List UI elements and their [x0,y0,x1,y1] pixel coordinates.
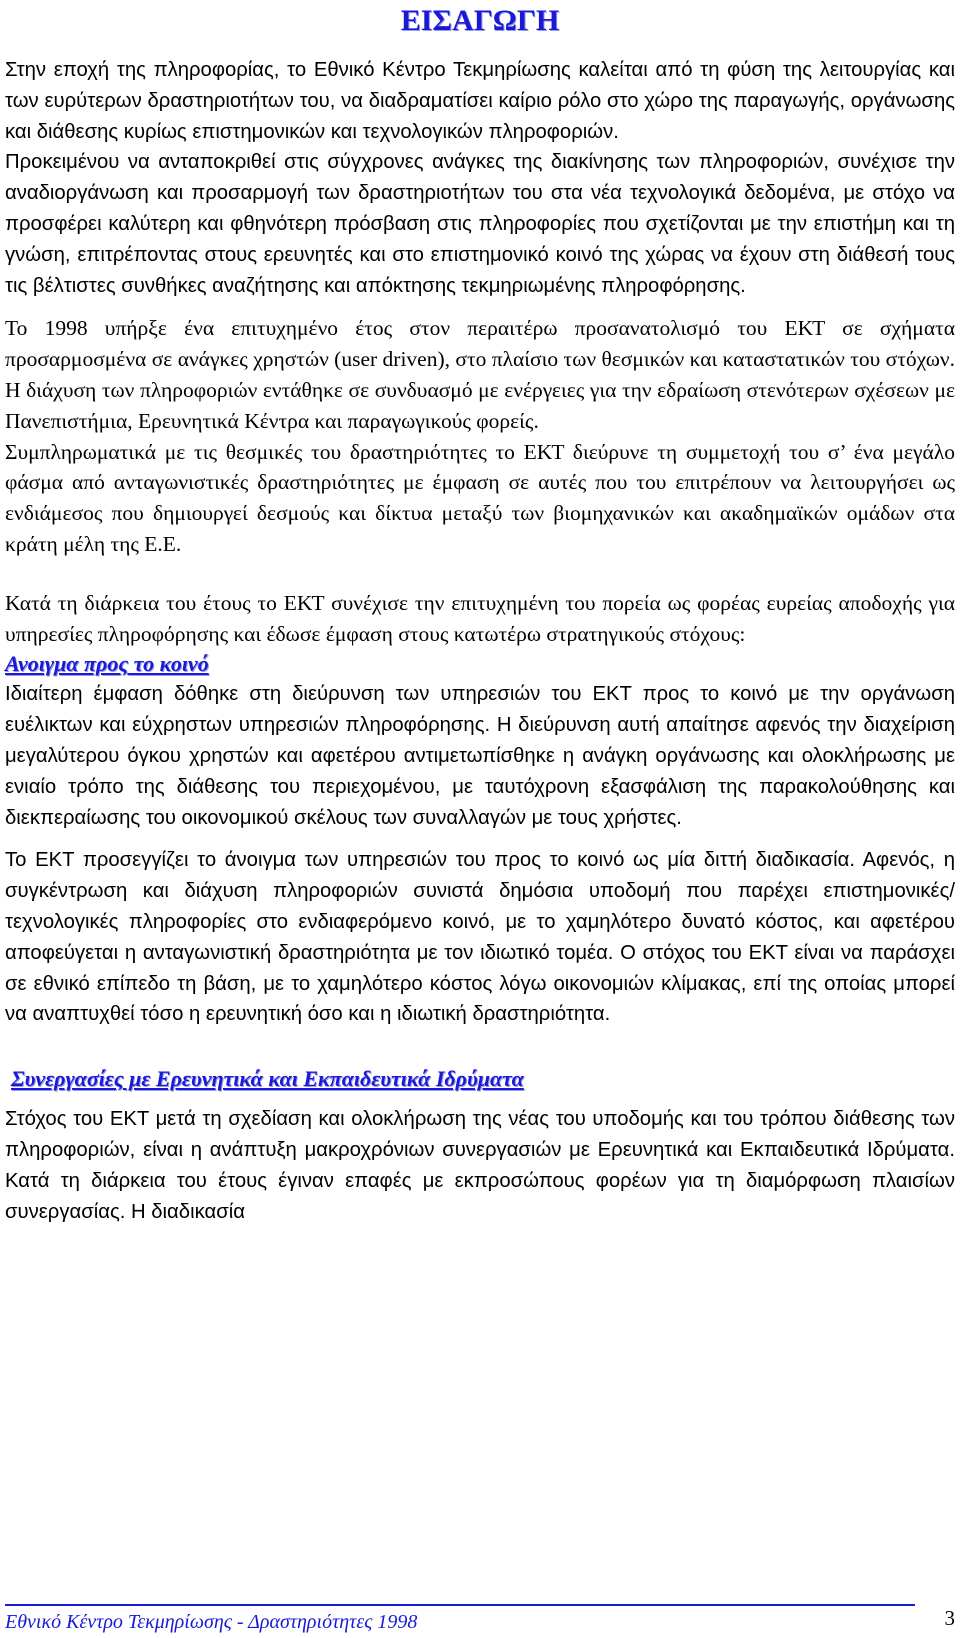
public-access-paragraph-1: Ιδιαίτερη έμφαση δόθηκε στη διεύρυνση των υπηρεσιών του ΕΚΤ προς το κοινό με την οργάνωση ευέλικτων και εύχρηστων υπηρεσιών πληροφόρησης. Η διεύρυνση αυτή απαίτησε αφενός την διαχείριση μεγαλύτερου όγκου χρηστών και αφετέρου αντιμετωπίσθηκε η ανάγκη οργάνωσης και ολοκλήρωσης με ενιαίο τρόπο της διάθεσης του περιεχομένου, με ταυτόχρονη εξασφάλιση της παρακολούθησης και διεκπεραίωσης του οικονομικού σκέλους των συναλλαγών με τους χρήστες. [5,683,955,829]
page-number: 3 [944,1606,955,1630]
footer-divider [5,1604,915,1606]
year-paragraph-2: Η διάχυση των πληροφοριών εντάθηκε σε συνδυασμό με ενέργειες για την εδραίωση στενότερων σχέσεων με Πανεπιστήμια, Ερευνητικά Κέντρα και παραγωγικούς φορείς. [5,377,955,433]
collaborations-paragraph: Στόχος του ΕΚΤ μετά τη σχεδίαση και ολοκλήρωση της νέας του υποδομής και του τρόπου διάθεσης των πληροφοριών, είναι η ανάπτυξη μακροχρόνιων συνεργασιών με Ερευνητικά και Εκπαιδευτικά Ιδρύματα. Κατά τη διάρκεια του έτους έγιναν επαφές με εκπροσώπους φορέων για τη διαμόρφωση πλαισίων συνεργασίας. Η διαδικασία [5,1108,955,1223]
intro-paragraph-1: Στην εποχή της πληροφορίας, το Εθνικό Κέντρο Τεκμηρίωσης καλείται από τη φύση της λειτουργίας και των ευρύτερων δραστηριοτήτων του, να διαδραματίσει καίριο ρόλο στο χώρο της παραγωγής, οργάνωσης και διάθεσης κυρίως επιστημονικών και τεχνολογικών πληροφοριών. [5,59,955,143]
document-page [5,0,955,1638]
public-access-paragraph-2: Το ΕΚΤ προσεγγίζει το άνοιγμα των υπηρεσιών του προς το κοινό ως μία διττή διαδικασία. Αφενός, η συγκέντρωση και διάχυση πληροφοριών συνιστά δημόσια υποδομή που παρέχει επιστημονικές/τεχνολογικές πληροφορίες στο ενδιαφερόμενο κοινό, με το χαμηλότερο δυνατό κόστος, και αφετέρου αποφεύγεται η ανταγωνιστική δραστηριότητα με τον ιδιωτικό τομέα. Ο στόχος του ΕΚΤ είναι να παράσχει σε εθνικό επίπεδο τη βάση, με το χαμηλότερο κόστος λόγω οικονομιών κλίμακας, επί της οποίας μπορεί να αναπτυχθεί τόσο η ερευνητική όσο και η ιδιωτική δραστηριότητα. [5,849,955,1026]
year-paragraph-3: Συμπληρωματικά με τις θεσμικές του δραστηριότητες το ΕΚΤ διεύρυνε τη συμμετοχή του σ’ ένα μεγάλο φάσμα από ανταγωνιστικές δραστηριότητες με έμφαση σε αυτές που του επιτρέπουν να λειτουργήσει ως ενδιάμεσος που δημιουργεί δεσμούς και δίκτυα μεταξύ των βιομηχανικών και ακαδημαϊκών ομάδων στα κράτη μέλη της Ε.Ε. [5,439,955,556]
intro-paragraph-2: Προκειμένου να ανταποκριθεί στις σύγχρονες ανάγκες της διακίνησης των πληροφοριών, συνέχισε την αναδιοργάνωση και προσαρμογή των δραστηριοτήτων του στα νέα τεχνολογικά δεδομένα, με στόχο να προσφέρει καλύτερη και φθηνότερη πρόσβαση στις πληροφορίες που σχετίζονται με την επιστήμη και τη γνώση, επιτρέποντας στους ερευνητές και στο επιστημονικό κοινό της χώρας να έχουν στη διάθεσή τους τις βέλτιστες συνθήκες αναζήτησης και απόκτησης τεκμηριωμένης πληροφόρησης. [5,151,955,297]
page-title: ΕΙΣΑΓΩΓΗ [400,4,560,37]
section-heading-collaborations: Συνεργασίες με Ερευνητικά και Εκπαιδευτικά Ιδρύματα [11,1066,524,1092]
footer-text: Εθνικό Κέντρο Τεκμηρίωσης - Δραστηριότητες 1998 [5,1611,418,1633]
year-paragraph-1: Το 1998 υπήρξε ένα επιτυχημένο έτος στον περαιτέρω προσανατολισμό του ΕΚΤ σε σχήματα προσαρμοσμένα σε ανάγκες χρηστών (user driven), στο πλαίσιο των θεσμικών και καταστατικών του στόχων. [5,316,955,372]
goals-intro-paragraph: Κατά τη διάρκεια του έτους το ΕΚΤ συνέχισε την επιτυχημένη του πορεία ως φορέας ευρείας αποδοχής για υπηρεσίες πληροφόρησης και έδωσε έμφαση στους κατωτέρω στρατηγικούς στόχους: [5,590,955,646]
section-heading-public-access: Ανοιγμα προς το κοινό [5,651,209,677]
